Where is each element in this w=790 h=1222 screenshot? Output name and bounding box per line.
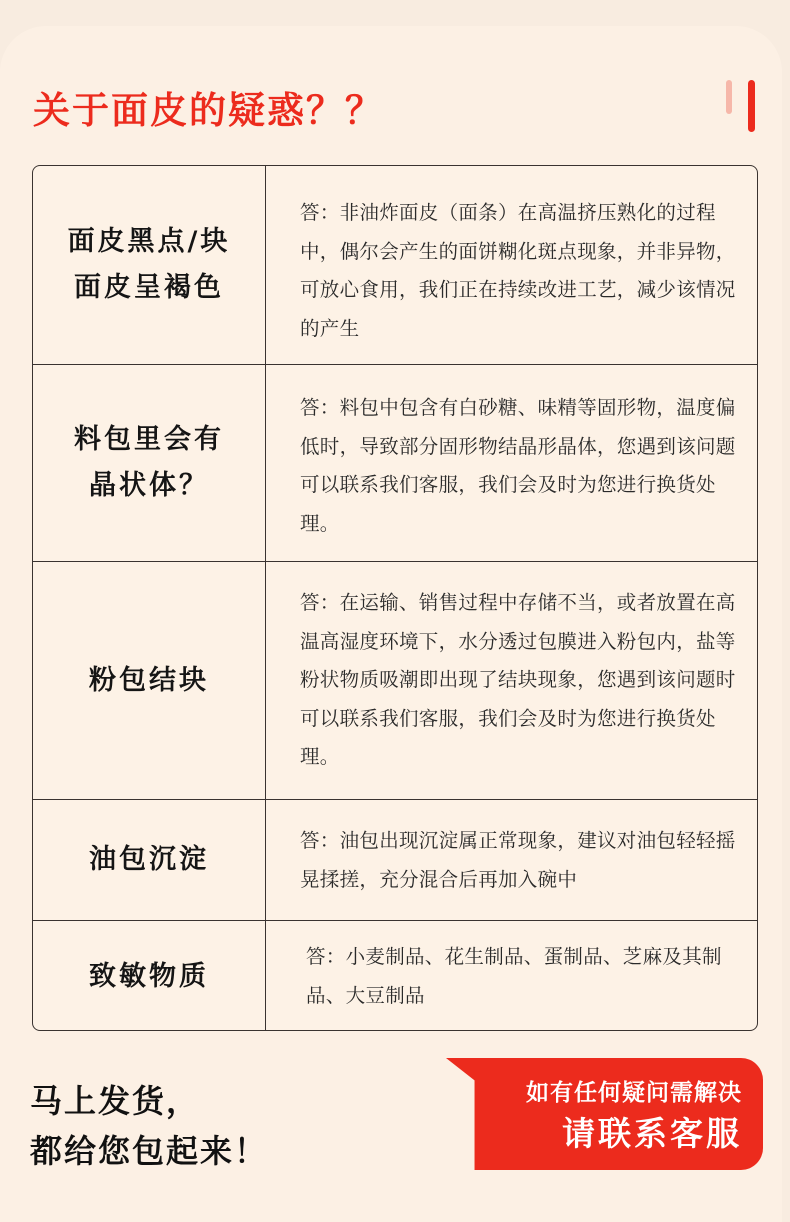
faq-row-powder-clumping [33, 562, 757, 800]
faq-question-line: 晶状体？ [89, 470, 209, 501]
shipping-slogan [30, 1076, 268, 1176]
faq-row-crystals [33, 365, 757, 562]
page-title: 关于面皮的疑惑？？ [33, 89, 384, 132]
contact-service-label: 请联系客服 [562, 1114, 742, 1153]
slogan-line: 马上发货， [30, 1082, 201, 1120]
faq-question [33, 921, 266, 1031]
faq-row-dark-spots [33, 166, 757, 365]
faq-question-line: 油包沉淀 [89, 844, 209, 875]
faq-question-line: 面皮呈褐色 [74, 272, 224, 303]
faq-table [32, 165, 758, 1031]
faq-question-line: 致敏物质 [89, 960, 209, 992]
faq-question [33, 365, 266, 561]
faq-row-allergens [33, 921, 757, 1031]
faq-question [33, 166, 266, 364]
faq-answer: 答：小麦制品、花生制品、蛋制品、芝麻及其制品、大豆制品 [306, 945, 722, 1007]
faq-question-line: 粉包结块 [89, 664, 209, 696]
faq-row-oil-sediment [33, 800, 757, 921]
faq-answer: 答：非油炸面皮（面条）在高温挤压熟化的过程中，偶尔会产生的面饼糊化斑点现象，并非异物，可放心食用，我们正在持续改进工艺，减少该情况的产生 [300, 201, 736, 340]
slogan-line: 都给您包起来！ [30, 1132, 269, 1170]
faq-question [33, 562, 266, 799]
faq-answer: 答：在运输、销售过程中存储不当，或者放置在高温高湿度环境下，水分透过包膜进入粉包内，盐等粉状物质吸潮即出现了结块现象，您遇到该问题时可以联系我们客服，我们会及时为您进行换货处理。 [300, 591, 736, 768]
faq-question-line: 面皮黑点/块 [67, 226, 231, 257]
faq-answer: 答：油包出现沉淀属正常现象，建议对油包轻轻摇晃揉搓，充分混合后再加入碗中 [300, 829, 736, 891]
faq-question-line: 料包里会有 [74, 424, 224, 455]
title-decoration-light [726, 80, 732, 114]
contact-banner-line: 如有任何疑问需解决 [526, 1080, 742, 1106]
faq-answer: 答：料包中包含有白砂糖、味精等固形物，温度偏低时，导致部分固形物结晶形晶体，您遇到该问题可以联系我们客服，我们会及时为您进行换货处理。 [300, 396, 736, 535]
title-decoration-bar [748, 80, 755, 132]
faq-question [33, 800, 266, 920]
